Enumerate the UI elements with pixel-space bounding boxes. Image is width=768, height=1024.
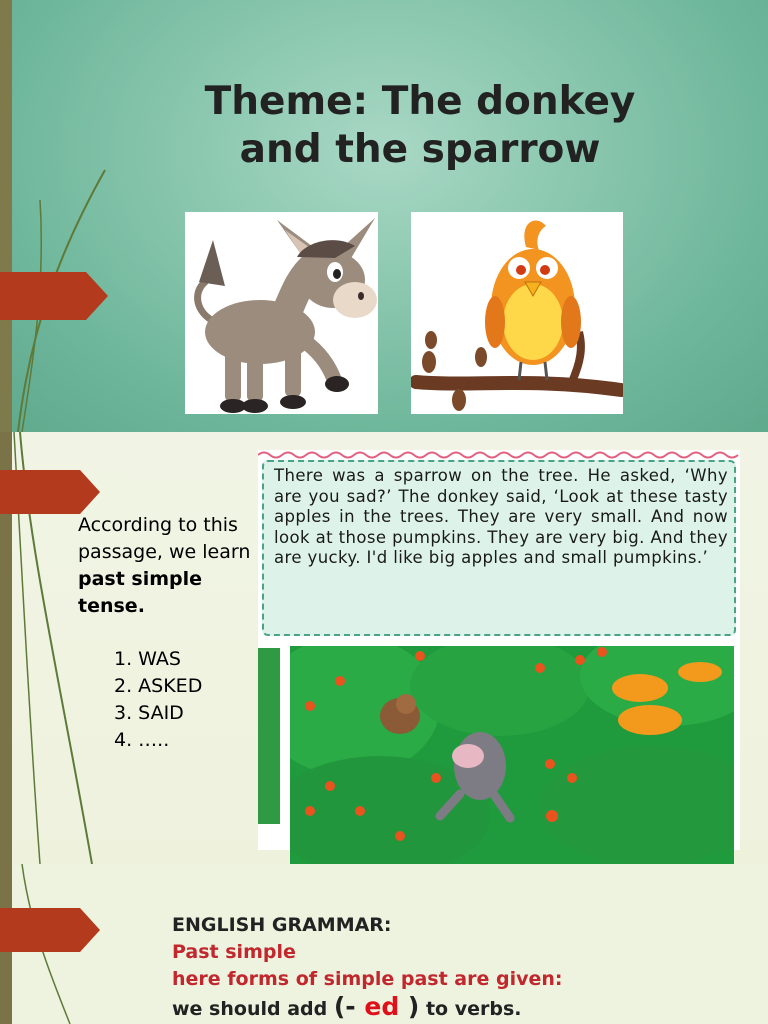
grammar-heading: ENGLISH GRAMMAR:: [172, 914, 392, 936]
slide-passage: [0, 432, 768, 864]
grammar-subheading: Past simple: [172, 941, 296, 963]
orchard-illustration: [290, 646, 734, 864]
verb-item: 1. WAS: [114, 648, 181, 670]
intro-bold: past simple tense.: [78, 568, 203, 617]
paren-close: ): [399, 992, 420, 1021]
story-box: [262, 460, 736, 636]
donkey-image: [185, 212, 378, 414]
paren-open: (-: [333, 992, 365, 1021]
title-line-2: and the sparrow: [239, 127, 601, 172]
story-text: There was a sparrow on the tree. He asked, ‘Why are you sad?’ The donkey said, ‘Look at these tasty apples in the trees. They are very small. And now look at those pumpkins. They are very big. And they are yucky. I'd like big apples and small pumpkins.’: [274, 466, 728, 567]
verb-item: 3. SAID: [114, 702, 184, 724]
scallop-border: [258, 450, 740, 460]
grammar-rule: [172, 993, 563, 1023]
verb-list: [114, 646, 202, 754]
textbook-excerpt: [258, 450, 740, 850]
intro-text: According to this passage, we learn: [78, 514, 251, 563]
vine-decoration: [0, 0, 130, 432]
arrow-marker: [0, 908, 100, 952]
arrow-marker: [0, 470, 100, 514]
verb-item: 2. ASKED: [114, 675, 203, 697]
verb-item: 4. …..: [114, 729, 170, 751]
passage-intro: [78, 512, 268, 620]
slide-grammar: [0, 864, 768, 1024]
arrow-marker: [0, 272, 108, 320]
sparrow-image: [411, 212, 623, 414]
grammar-text: [172, 912, 563, 1023]
slide-title-text: [130, 78, 710, 174]
ed-suffix: ed: [364, 992, 400, 1021]
scene-edge: [258, 648, 280, 824]
rule-start: we should add: [172, 998, 334, 1020]
rule-end: to verbs.: [419, 998, 522, 1020]
slide-title: [0, 0, 768, 432]
grammar-line: here forms of simple past are given:: [172, 968, 563, 990]
title-line-1: Theme: The donkey: [204, 79, 636, 124]
